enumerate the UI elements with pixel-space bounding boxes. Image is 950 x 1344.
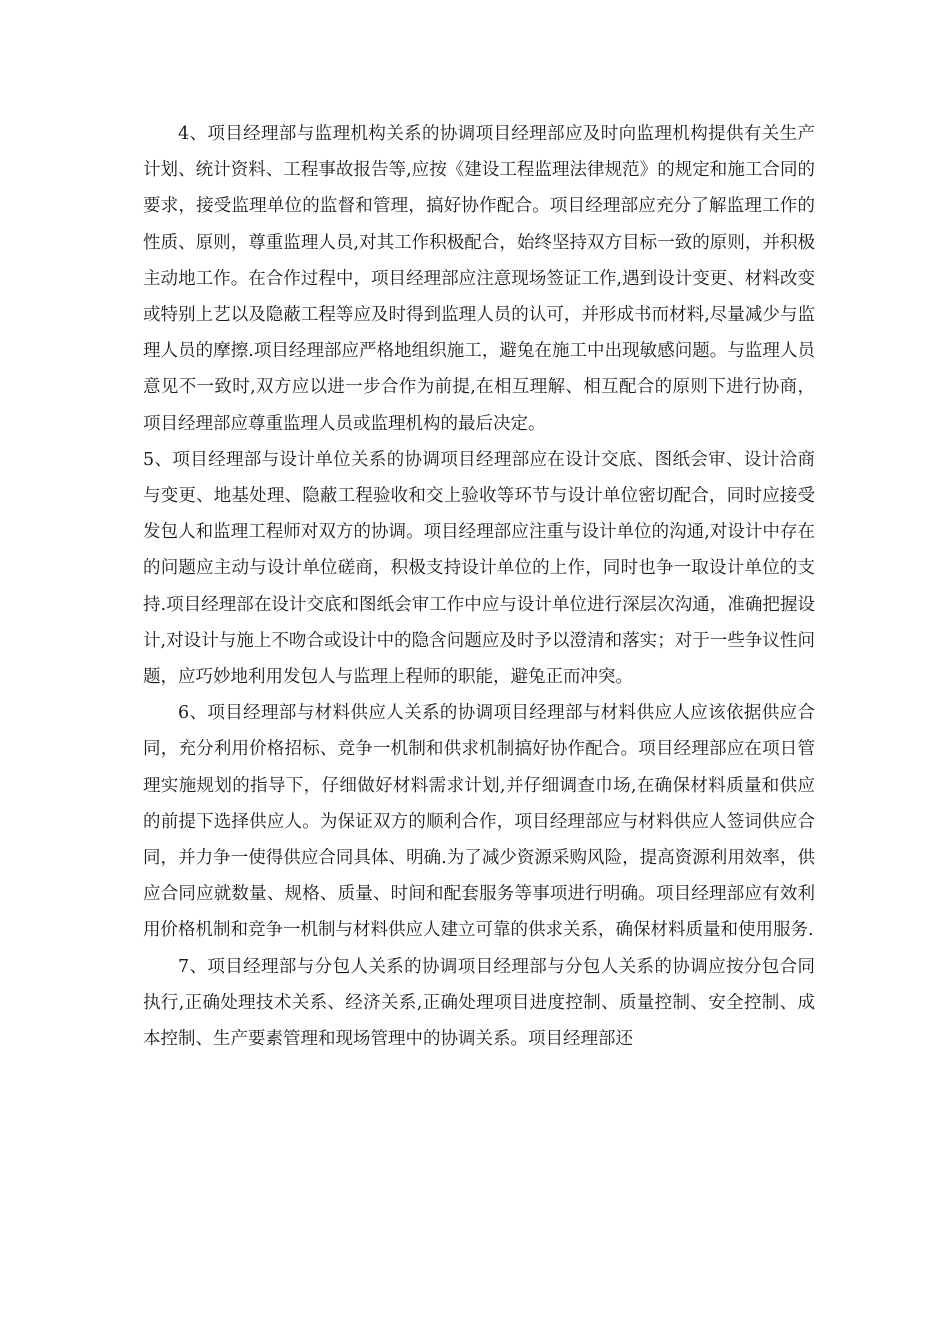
paragraph-subcontractor: 7、项目经理部与分包人关系的协调项目经理部与分包人关系的协调应按分包合同执行,正确处理技术关系、经济关系,正确处理项目进度控制、质量控制、安全控制、成本控制、生产要素管理和现场管理中的协调关系。项目经理部还 (143, 956, 815, 1050)
paragraph-design-unit: 5、项目经理部与设计单位关系的协调项目经理部应在设计交底、图纸会审、设计洽商与变更、地基处理、隐蔽工程验收和交上验收等环节与设计单位密切配合，同时应接受发包人和监理工程师对双方的协调。项目经理部应注重与设计单位的沟通,对设计中存在的问题应主动与设计单位磋商，积极支持设计单位的上作，同时也争一取设计单位的支持.项目经理部在设计交底和图纸会审工作中应与设计单位进行深层次沟通，准确把握设计,对设计与施上不吻合或设计中的隐含问题应及时予以澄清和落实；对于一些争议性问题，应巧妙地利用发包人与监理上程师的职能，避兔正而冲突。 (143, 449, 815, 688)
paragraph-supervision: 4、项目经理部与监理机构关系的协调项目经理部应及时向监理机构提供有关生产计划、统计资料、工程事故报告等,应按《建设工程监理法律规范》的规定和施工合同的要求，接受监理单位的监督和管理，搞好协作配合。项目经理部应充分了解监理工作的性质、原则，尊重监理人员,对其工作积极配合，始终坚持双方目标一致的原则，并积极主动地工作。在合作过程中，项目经理部应注意现场签证工作,遇到设计变更、材料改变或特别上艺以及隐蔽工程等应及时得到监理人员的认可，并形成书而材料,尽量减少与监理人员的摩擦.项目经理部应严格地组织施工，避兔在施工中出现敏感问题。与监理人员意见不一致时,双方应以进一步合作为前提,在相互理解、相互配合的原则下进行协商，项目经理部应尊重监理人员或监理机构的最后决定。 (143, 124, 815, 434)
document-body (143, 116, 815, 1057)
paragraph-material-supplier: 6、项目经理部与材料供应人关系的协调项目经理部与材料供应人应该依据供应合同，充分利用价格招标、竞争一机制和供求机制搞好协作配合。项目经理部应在项日管理实施规划的指导下，仔细做好材料需求计划,并仔细调查巾场,在确保材料质量和供应的前提下选择供应人。为保证双方的顺利合作，项目经理部应与材料供应人签词供应合同，并力争一使得供应合同具体、明确.为了减少资源采购风险，提高资源利用效率，供应合同应就数量、规格、质量、时间和配套服务等事项进行明确。项目经理部应有效利用价格机制和竞争一机制与材料供应人建立可靠的供求关系，确保材料质量和使用服务. (143, 703, 815, 941)
